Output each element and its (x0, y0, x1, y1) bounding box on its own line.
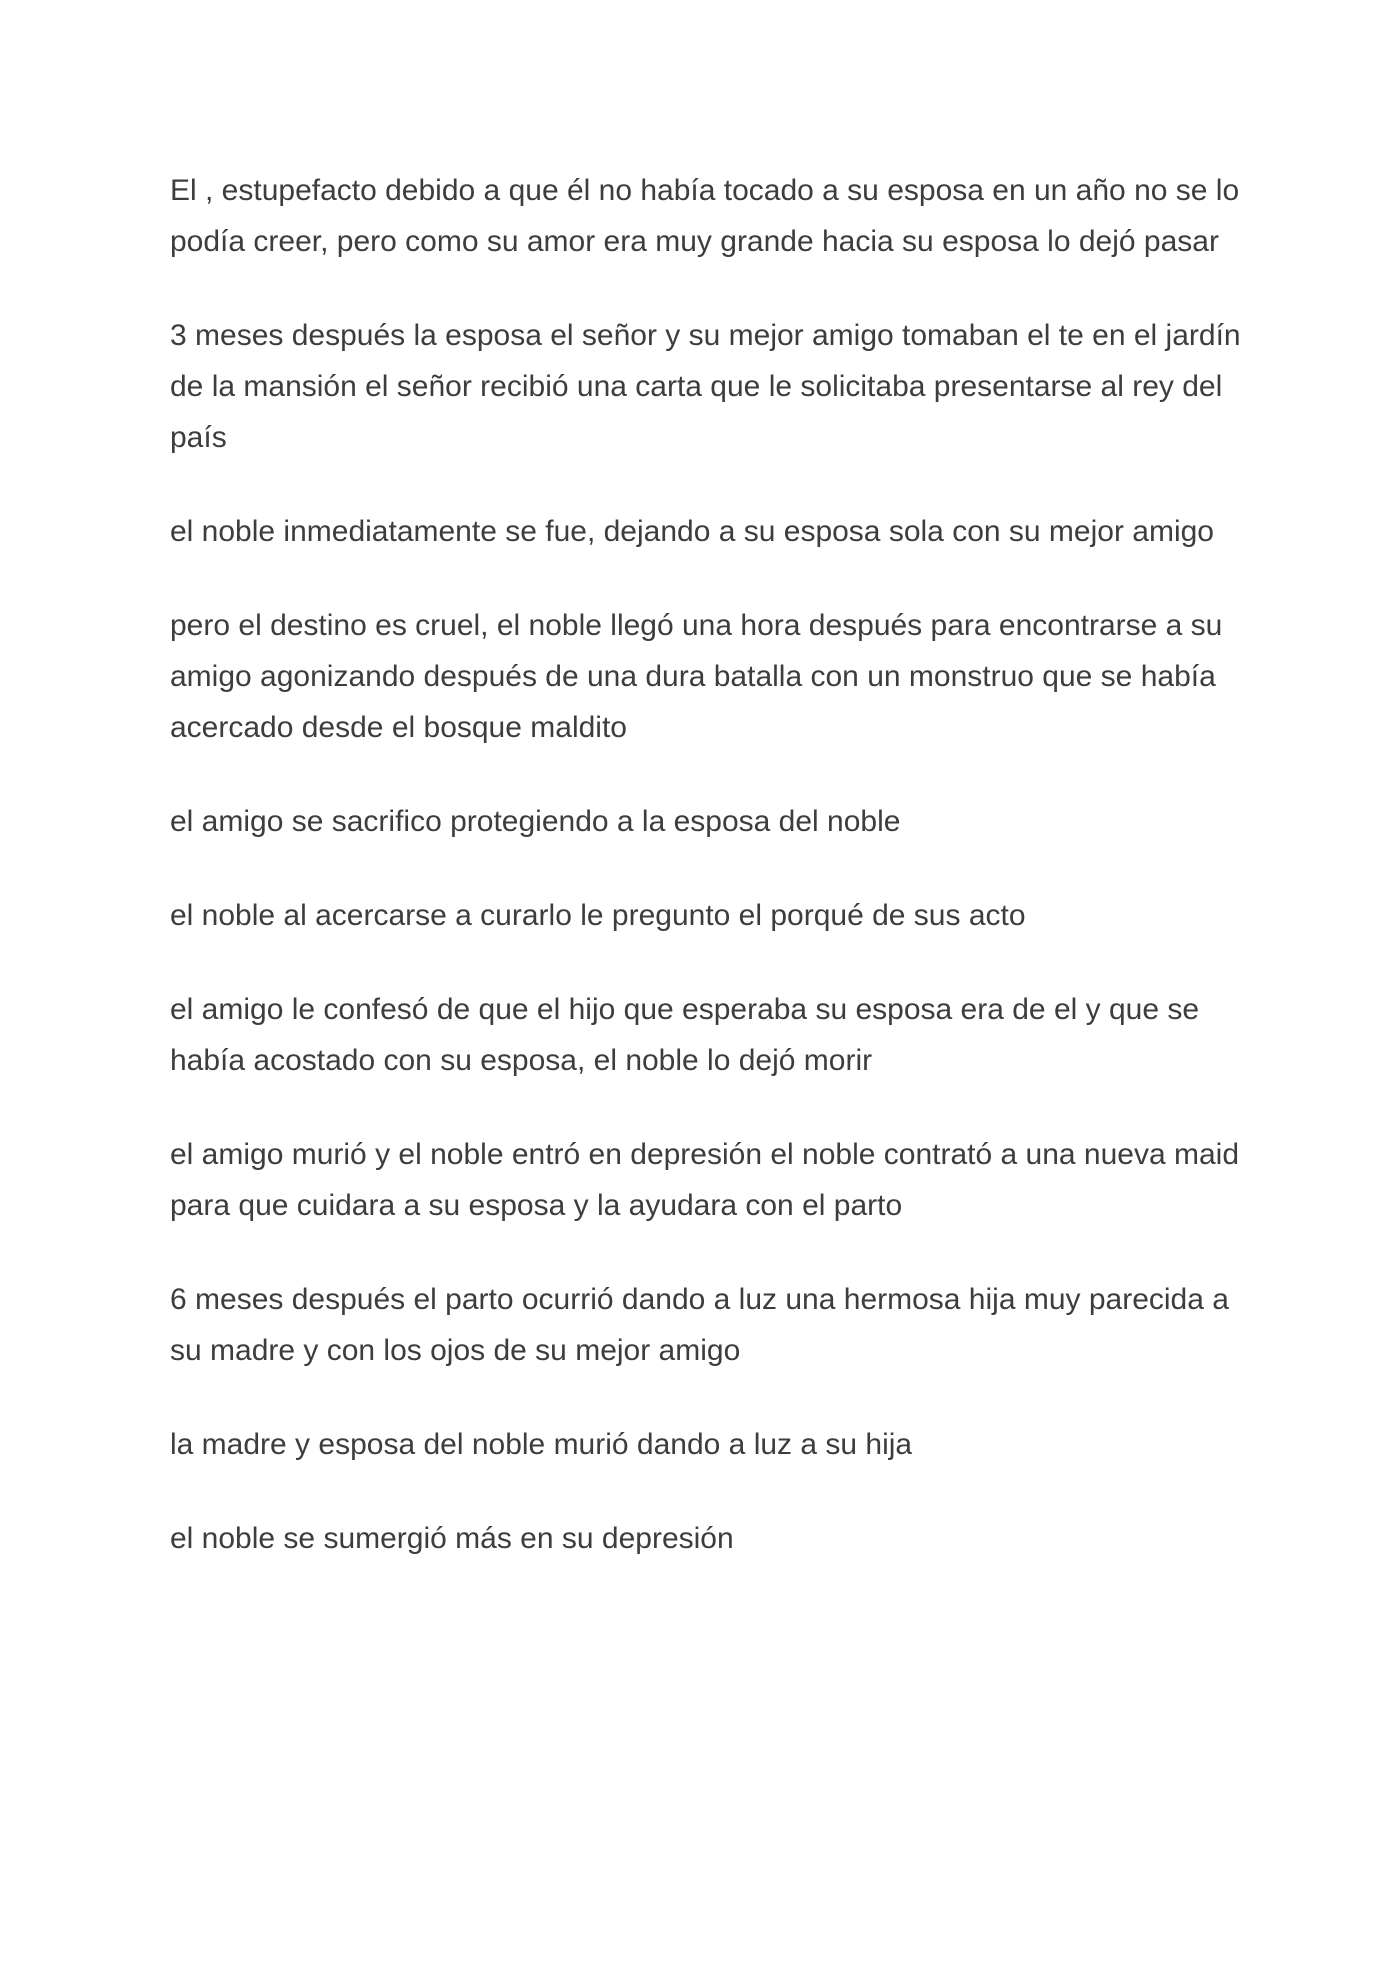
document-body (170, 165, 1260, 1607)
paragraph-11: el noble se sumergió más en su depresión (170, 1522, 734, 1555)
paragraph-7: el amigo le confesó de que el hijo que esperaba su esposa era de el y que se había acostado con su esposa, el noble lo dejó morir (170, 993, 1200, 1077)
paragraph-9: 6 meses después el parto ocurrió dando a luz una hermosa hija muy parecida a su madre y con los ojos de su mejor amigo (170, 1283, 1229, 1367)
paragraph-5: el amigo se sacrifico protegiendo a la esposa del noble (170, 805, 901, 838)
paragraph-3: el noble inmediatamente se fue, dejando a su esposa sola con su mejor amigo (170, 515, 1214, 548)
paragraph-1: El , estupefacto debido a que él no había tocado a su esposa en un año no se lo podía creer, pero como su amor era muy grande hacia su esposa lo dejó pasar (170, 174, 1240, 258)
paragraph-8: el amigo murió y el noble entró en depresión el noble contrató a una nueva maid para que cuidara a su esposa y la ayudara con el parto (170, 1138, 1240, 1222)
paragraph-4: pero el destino es cruel, el noble llegó una hora después para encontrarse a su amigo agonizando después de una dura batalla con un monstruo que se había acercado desde el bosque maldito (170, 609, 1223, 744)
paragraph-2: 3 meses después la esposa el señor y su mejor amigo tomaban el te en el jardín de la mansión el señor recibió una carta que le solicitaba presentarse al rey del país (170, 319, 1241, 454)
paragraph-10: la madre y esposa del noble murió dando a luz a su hija (170, 1428, 913, 1461)
paragraph-6: el noble al acercarse a curarlo le pregunto el porqué de sus acto (170, 899, 1026, 932)
